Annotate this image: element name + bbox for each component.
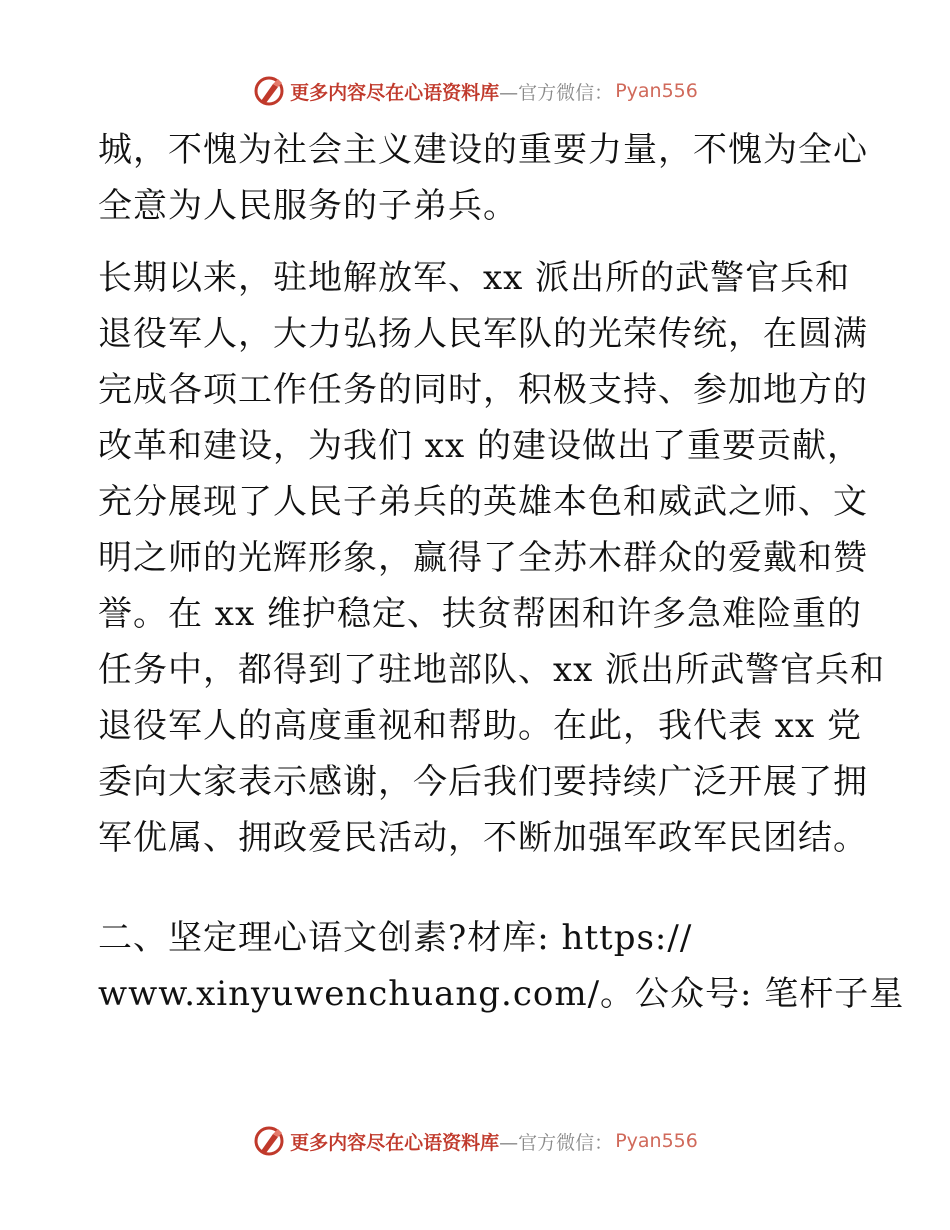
text-line: 城，不愧为社会主义建设的重要力量，不愧为全心 <box>98 130 868 170</box>
pen-logo-icon <box>252 74 286 108</box>
text-line: 充分展现了人民子弟兵的英雄本色和威武之师、文 <box>98 482 868 522</box>
footer-banner <box>0 1122 950 1160</box>
header-banner <box>0 72 950 110</box>
text-line: 退役军人，大力弘扬人民军队的光荣传统，在圆满 <box>98 314 868 354</box>
text-line: 完成各项工作任务的同时，积极支持、参加地方的 <box>98 370 868 410</box>
text-line: www.xinyuwenchuang.com/。公众号: 笔杆子星 <box>98 974 905 1014</box>
text-line: 任务中，都得到了驻地部队、xx 派出所武警官兵和 <box>98 650 886 690</box>
footer-brand-text: 更多内容尽在心语资料库 <box>290 1131 500 1154</box>
header-brand-text: 更多内容尽在心语资料库 <box>290 81 500 104</box>
header-wechat-id: Pyan556 <box>615 80 698 102</box>
text-line: 长期以来，驻地解放军、xx 派出所的武警官兵和 <box>98 258 851 298</box>
text-line: 退役军人的高度重视和帮助。在此，我代表 xx 党 <box>98 706 862 746</box>
text-line: 军优属、拥政爱民活动，不断加强军政军民团结。 <box>98 818 868 858</box>
text-line: 全意为人民服务的子弟兵。 <box>98 186 518 226</box>
text-line: 誉。在 xx 维护稳定、扶贫帮困和许多急难险重的 <box>98 594 862 634</box>
footer-dash-text: —官方微信： <box>499 1131 614 1154</box>
pen-logo-icon <box>252 1124 286 1158</box>
paragraph-3 <box>98 910 905 1022</box>
text-line: 明之师的光辉形象，赢得了全苏木群众的爱戴和赞 <box>98 538 868 578</box>
footer-wechat-id: Pyan556 <box>615 1130 698 1152</box>
text-line: 改革和建设，为我们 xx 的建设做出了重要贡献， <box>98 426 862 466</box>
text-line: 委向大家表示感谢，今后我们要持续广泛开展了拥 <box>98 762 868 802</box>
paragraph-2 <box>98 250 886 866</box>
paragraph-1 <box>98 122 868 234</box>
header-dash-text: —官方微信： <box>499 81 614 104</box>
text-line: 二、坚定理心语文创素?材库: https:// <box>98 918 693 958</box>
